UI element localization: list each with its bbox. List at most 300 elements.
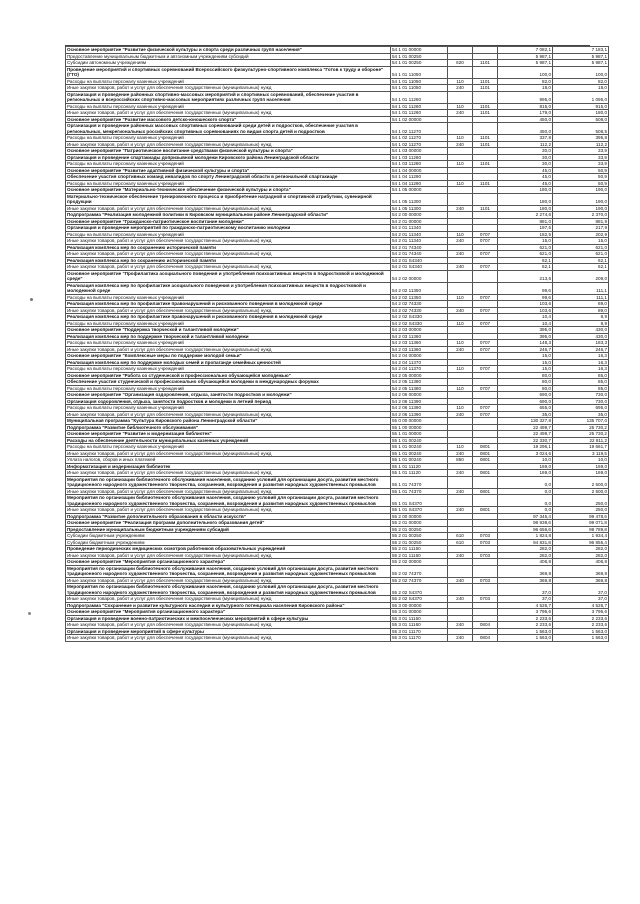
row-name-cell: Иные закупки товаров, работ и услуг для обеспечения государственных (муниципальных) нужд (66, 141, 391, 148)
row-code-cell: 54 1 02 00000 (391, 116, 448, 123)
row-code-cell: 55 2 01 00250 (391, 539, 448, 546)
row-amount-year1-cell: 30,0 (498, 154, 553, 161)
row-amount-year2-cell: 3 119,5 (553, 450, 609, 457)
row-code-cell: 55 2 02 S4370 (391, 596, 448, 603)
row-section-cell: 0703 (473, 533, 498, 540)
row-amount-year1-cell: 99,6 (498, 282, 553, 294)
row-code-cell: 55 2 02 74370 (391, 577, 448, 584)
row-amount-year1-cell: 96 656,6 (498, 526, 553, 533)
row-section-cell: 0703 (473, 596, 498, 603)
row-name-cell: Реализация комплекса мер по сохранению исторической памяти (66, 257, 391, 264)
row-code-cell: 54 2 06 11390 (391, 398, 448, 405)
row-amount-year2-cell: 85,0 (553, 379, 609, 386)
row-name-cell: Иные закупки товаров, работ и услуг для обеспечения государственных (муниципальных) нужд (66, 264, 391, 271)
row-code-cell: 54 2 02 11350 (391, 282, 448, 294)
row-amount-year2-cell: 62,1 (553, 257, 609, 264)
row-amount-year2-cell: 621,0 (553, 244, 609, 251)
row-name-cell: Предоставление муниципальным бюджетным и автономным учреждениям субсидий (66, 53, 391, 60)
row-section-cell: 1101 (473, 78, 498, 85)
row-section-cell: 0707 (473, 294, 498, 301)
row-amount-year2-cell: 111,1 (553, 282, 609, 294)
row-amount-year2-cell: 1 563,0 (553, 628, 609, 635)
row-code-cell: 54 1 01 11050 (391, 85, 448, 92)
row-amount-year2-cell: 190,0 (553, 187, 609, 194)
row-amount-year1-cell: 15,0 (498, 238, 553, 245)
row-code-cell: 55 3 01 00000 (391, 609, 448, 616)
row-expense-type-cell (448, 565, 473, 577)
row-amount-year1-cell: 0,0 (498, 476, 553, 488)
row-code-cell: 55 1 01 00240 (391, 457, 448, 464)
row-section-cell: 0707 (473, 307, 498, 314)
row-code-cell: 54 2 01 S4340 (391, 257, 448, 264)
table-row (66, 476, 609, 488)
row-expense-type-cell: 110 (448, 180, 473, 187)
row-amount-year1-cell: 112,2 (498, 141, 553, 148)
row-code-cell: 55 1 01 00240 (391, 437, 448, 444)
row-amount-year1-cell: 80,0 (498, 379, 553, 386)
row-code-cell: 55 3 01 11160 (391, 622, 448, 629)
row-name-cell: Иные закупки товаров, работ и услуг для обеспечения государственных (муниципальных) нужд (66, 507, 391, 514)
row-expense-type-cell (448, 584, 473, 596)
row-amount-year2-cell: 82,0 (553, 78, 609, 85)
row-name-cell: Реализация комплекса мер по поддержке творческой и талантливой молодежи (66, 333, 391, 340)
row-name-cell: Расходы на обеспечение деятельности муниципальных казенных учреждений (66, 437, 391, 444)
row-expense-type-cell: 110 (448, 161, 473, 168)
row-name-cell: Иные закупки товаров, работ и услуг для обеспечения государственных (муниципальных) нужд (66, 251, 391, 258)
row-amount-year1-cell: 35,0 (498, 411, 553, 418)
row-amount-year2-cell: 5 987,1 (553, 53, 609, 60)
row-amount-year1-cell: 2 274,6 (498, 212, 553, 219)
row-amount-year1-cell: 2 233,6 (498, 622, 553, 629)
row-amount-year2-cell: 111,1 (553, 294, 609, 301)
row-amount-year1-cell: 213,6 (498, 270, 553, 282)
row-name-cell: Иные закупки товаров, работ и услуг для обеспечения государственных (муниципальных) нужд (66, 411, 391, 418)
row-section-cell (473, 495, 498, 507)
row-code-cell: 54 2 04 11370 (391, 359, 448, 366)
row-amount-year1-cell: 15,0 (498, 353, 553, 360)
row-section-cell: 0707 (473, 340, 498, 347)
row-amount-year1-cell: 103,6 (498, 307, 553, 314)
row-amount-year1-cell: 0,0 (498, 488, 553, 495)
row-code-cell: 54 1 01 11050 (391, 66, 448, 78)
row-section-cell: 0707 (473, 346, 498, 353)
row-amount-year2-cell: 1 934,4 (553, 533, 609, 540)
row-expense-type-cell: 240 (448, 507, 473, 514)
row-amount-year1-cell: 179,0 (498, 110, 553, 117)
row-expense-type-cell: 240 (448, 141, 473, 148)
row-section-cell (473, 282, 498, 294)
row-code-cell: 54 2 01 11340 (391, 231, 448, 238)
row-code-cell: 55 2 01 00000 (391, 520, 448, 527)
row-amount-year2-cell: 246,7 (553, 346, 609, 353)
row-amount-year2-cell: 8,9 (553, 314, 609, 321)
row-amount-year1-cell: 22 330,7 (498, 437, 553, 444)
row-name-cell: Организация и проведение мероприятий в сфере культуры (66, 628, 391, 635)
row-section-cell: 1101 (473, 161, 498, 168)
row-section-cell: 0707 (473, 411, 498, 418)
row-name-cell: Организация и проведение районных спортивно-массовых мероприятий и спортивных соревнований, обеспечение участия в региональных и всероссийских спортивно-массовых мероприятиях различных групп населения (66, 91, 391, 103)
row-name-cell: Основное мероприятие "Патриотическое воспитание средствами физической культуры и спорта" (66, 148, 391, 155)
row-amount-year2-cell: 190,0 (553, 205, 609, 212)
row-name-cell: Реализация комплекса мер по поддержке молодых семей и пропаганде семейных ценностей (66, 359, 391, 366)
row-code-cell: 55 1 00 00000 (391, 424, 448, 431)
row-amount-year1-cell: 94 831,8 (498, 539, 553, 546)
row-amount-year2-cell: 96 855,4 (553, 539, 609, 546)
row-name-cell: Основное мероприятие "Развитие физической культуры и спорта среди различных групп населения" (66, 47, 391, 54)
row-name-cell: Субсидии бюджетным учреждениям (66, 533, 391, 540)
row-amount-year2-cell: 22 811,2 (553, 437, 609, 444)
row-code-cell: 54 1 02 11270 (391, 141, 448, 148)
row-amount-year2-cell: 730,0 (553, 392, 609, 399)
row-amount-year1-cell: 15,0 (498, 359, 553, 366)
row-amount-year2-cell: 395,8 (553, 135, 609, 142)
row-code-cell: 55 2 02 00000 (391, 559, 448, 566)
row-amount-year1-cell: 0,0 (498, 507, 553, 514)
row-amount-year2-cell: 16,3 (553, 366, 609, 373)
row-code-cell: 55 1 01 S4370 (391, 495, 448, 507)
row-code-cell: 54 2 03 11360 (391, 346, 448, 353)
row-section-cell: 0707 (473, 231, 498, 238)
row-code-cell: 54 1 01 11260 (391, 103, 448, 110)
row-name-cell: Основное мероприятие "Гражданско-патриотическое воспитание молодежи" (66, 218, 391, 225)
row-amount-year2-cell: 250,0 (553, 507, 609, 514)
row-amount-year2-cell: 16,3 (553, 353, 609, 360)
row-name-cell: Предоставление муниципальным бюджетным учреждениям субсидий (66, 526, 391, 533)
row-code-cell: 55 2 00 00000 (391, 513, 448, 520)
row-amount-year2-cell: 19 661,7 (553, 444, 609, 451)
row-expense-type-cell: 240 (448, 577, 473, 584)
row-amount-year1-cell: 30,0 (498, 148, 553, 155)
row-code-cell: 55 3 01 11170 (391, 628, 448, 635)
row-code-cell: 55 2 01 00250 (391, 526, 448, 533)
row-expense-type-cell: 110 (448, 294, 473, 301)
row-code-cell: 55 2 01 00250 (391, 533, 448, 540)
row-expense-type-cell: 110 (448, 231, 473, 238)
row-amount-year2-cell: 250,0 (553, 495, 609, 507)
row-section-cell (473, 584, 498, 596)
row-section-cell: 1101 (473, 110, 498, 117)
row-name-cell: Организация и проведение спартакиады допризывной молодежи Кировского района Ленинградской области (66, 154, 391, 161)
row-expense-type-cell: 240 (448, 307, 473, 314)
row-name-cell: Расходы на выплаты персоналу казенных учреждений (66, 366, 391, 373)
row-code-cell: 54 1 01 00250 (391, 53, 448, 60)
row-expense-type-cell: 110 (448, 366, 473, 373)
row-code-cell: 54 1 03 00000 (391, 148, 448, 155)
table-row (66, 282, 609, 294)
row-code-cell: 54 2 06 00000 (391, 392, 448, 399)
row-name-cell: Иные закупки товаров, работ и услуг для обеспечения государственных (муниципальных) нужд (66, 238, 391, 245)
row-expense-type-cell: 110 (448, 385, 473, 392)
budget-table-body (66, 47, 609, 642)
row-amount-year2-cell: 37,0 (553, 584, 609, 596)
row-code-cell: 54 1 04 11290 (391, 180, 448, 187)
row-code-cell: 54 2 04 11370 (391, 366, 448, 373)
row-amount-year1-cell: 82,0 (498, 78, 553, 85)
row-expense-type-cell: 240 (448, 85, 473, 92)
row-section-cell: 0703 (473, 577, 498, 584)
row-amount-year1-cell: 19 296,1 (498, 444, 553, 451)
row-name-cell: Основное мероприятие "Поддержка творческой и талантливой молодежи" (66, 327, 391, 334)
row-name-cell: Расходы на выплаты персоналу казенных учреждений (66, 405, 391, 412)
row-amount-year1-cell: 246,7 (498, 346, 553, 353)
row-amount-year2-cell: 25 730,2 (553, 431, 609, 438)
row-amount-year2-cell: 2 233,6 (553, 622, 609, 629)
row-name-cell: Основное мероприятие "Развитие массового детско-юношеского спорта" (66, 116, 391, 123)
row-name-cell: Субсидии бюджетным учреждениям (66, 539, 391, 546)
row-name-cell: Мероприятия по организации библиотечного обслуживания населения, созданию условий для организации досуга, развития местного традиционного народного художественного творчества, сохранения, возрождения и развития народных художественных промыслов (66, 476, 391, 488)
row-code-cell: 54 2 01 00000 (391, 218, 448, 225)
table-row (66, 91, 609, 103)
row-amount-year1-cell: 103,6 (498, 301, 553, 308)
row-name-cell: Организация оздоровления, отдыха, занятости подростков и молодежи в летний период (66, 398, 391, 405)
row-expense-type-cell (448, 270, 473, 282)
row-name-cell: Иные закупки товаров, работ и услуг для обеспечения государственных (муниципальных) нужд (66, 110, 391, 117)
row-name-cell: Иные закупки товаров, работ и услуг для обеспечения государственных (муниципальных) нужд (66, 622, 391, 629)
table-row (66, 584, 609, 596)
row-code-cell: 55 3 01 11170 (391, 635, 448, 642)
row-code-cell: 54 2 02 11350 (391, 294, 448, 301)
row-name-cell: Иные закупки товаров, работ и услуг для обеспечения государственных (муниципальных) нужд (66, 205, 391, 212)
row-amount-year2-cell: 209,0 (553, 270, 609, 282)
row-code-cell: 54 1 05 00000 (391, 187, 448, 194)
row-name-cell: Реализация комплекса мер по профилактике асоциального поведения и употребления психоактивных веществ в подростковой и молодежной среде (66, 282, 391, 294)
row-code-cell: 54 2 02 74330 (391, 301, 448, 308)
row-name-cell: Подпрограмма "Развитие библиотечного обслуживания" (66, 424, 391, 431)
row-name-cell: Расходы на выплаты персоналу казенных учреждений (66, 385, 391, 392)
row-amount-year2-cell: 16,3 (553, 359, 609, 366)
row-expense-type-cell: 110 (448, 320, 473, 327)
row-code-cell: 55 1 01 S4370 (391, 507, 448, 514)
row-code-cell: 55 2 01 11160 (391, 552, 448, 559)
row-amount-year1-cell: 22 499,7 (498, 431, 553, 438)
row-amount-year2-cell: 430,0 (553, 327, 609, 334)
row-name-cell: Организация и проведение районных массовых спортивных соревнований среди детей и подростков, обеспечение участия в региональных, межрегиональных российских спортивных соревнованиях по видам спорта детей и подростков (66, 123, 391, 135)
row-code-cell: 54 2 01 74340 (391, 244, 448, 251)
row-code-cell: 54 1 01 00250 (391, 60, 448, 67)
row-expense-type-cell (448, 193, 473, 205)
row-amount-year1-cell: 5 987,1 (498, 60, 553, 67)
row-code-cell: 54 1 05 11300 (391, 193, 448, 205)
row-amount-year1-cell: 4 526,7 (498, 602, 553, 609)
row-name-cell: Основное мероприятие "Комплексные меры по поддержке молодой семьи" (66, 353, 391, 360)
row-amount-year2-cell: 99 478,6 (553, 513, 609, 520)
row-amount-year2-cell: 50,9 (553, 180, 609, 187)
row-amount-year2-cell: 85,0 (553, 385, 609, 392)
row-section-cell (473, 270, 498, 282)
row-name-cell: Основное мероприятие "Развитие и модернизация библиотек" (66, 431, 391, 438)
row-amount-year2-cell: 100,0 (553, 66, 609, 78)
row-section-cell: 0801 (473, 488, 498, 495)
document-page (65, 36, 607, 642)
row-code-cell: 55 2 02 74370 (391, 565, 448, 577)
row-expense-type-cell: 110 (448, 444, 473, 451)
row-amount-year2-cell: 881,9 (553, 218, 609, 225)
row-amount-year1-cell: 450,0 (498, 116, 553, 123)
row-amount-year1-cell: 7 082,1 (498, 47, 553, 54)
row-section-cell: 0703 (473, 539, 498, 546)
row-name-cell: Организация и проведение военно-патриотических и межпоселенческих мероприятий в сфере культуры (66, 615, 391, 622)
row-code-cell: 54 2 04 00000 (391, 353, 448, 360)
row-name-cell: Основное мероприятие "Материально-техническое обеспечение физической культуры и спорта" (66, 187, 391, 194)
row-amount-year1-cell: 180,0 (498, 193, 553, 205)
row-name-cell: Основное мероприятие "Профилактика асоциального поведения и употребления психоактивных веществ в подростковой и молодежной среде" (66, 270, 391, 282)
row-name-cell: Иные закупки товаров, работ и услуг для обеспечения государственных (муниципальных) нужд (66, 470, 391, 477)
budget-table (65, 46, 609, 642)
row-expense-type-cell: 110 (448, 78, 473, 85)
table-row (66, 565, 609, 577)
row-name-cell: Реализация комплекса мер по профилактике правонарушений и рискованного поведения в молодежной среде (66, 301, 391, 308)
row-section-cell (473, 193, 498, 205)
row-amount-year2-cell: 915,0 (553, 103, 609, 110)
row-section-cell: 1101 (473, 205, 498, 212)
row-section-cell: 0801 (473, 507, 498, 514)
row-amount-year1-cell: 5 987,1 (498, 53, 553, 60)
row-amount-year2-cell: 62,1 (553, 264, 609, 271)
row-name-cell: Расходы на выплаты персоналу казенных учреждений (66, 320, 391, 327)
row-name-cell: Организация и проведение мероприятий по гражданско-патриотическому воспитанию молодежи (66, 225, 391, 232)
row-expense-type-cell: 240 (448, 346, 473, 353)
row-amount-year2-cell: 5 987,1 (553, 60, 609, 67)
row-amount-year1-cell: 37,0 (498, 584, 553, 596)
row-code-cell: 54 2 03 11360 (391, 333, 448, 340)
row-amount-year1-cell: 881,0 (498, 218, 553, 225)
row-amount-year1-cell: 690,0 (498, 392, 553, 399)
row-amount-year2-cell: 508,5 (553, 123, 609, 135)
row-amount-year2-cell: 2 233,6 (553, 615, 609, 622)
row-amount-year2-cell: 89,0 (553, 301, 609, 308)
row-section-cell: 0707 (473, 366, 498, 373)
row-code-cell: 54 1 04 00000 (391, 167, 448, 174)
row-code-cell: 55 1 01 74370 (391, 488, 448, 495)
row-section-cell: 0801 (473, 470, 498, 477)
row-section-cell: 0804 (473, 635, 498, 642)
row-code-cell: 55 0 00 00000 (391, 418, 448, 425)
row-expense-type-cell (448, 476, 473, 488)
row-amount-year1-cell: 621,0 (498, 251, 553, 258)
row-expense-type-cell (448, 66, 473, 78)
row-code-cell: 54 2 03 11360 (391, 340, 448, 347)
row-amount-year1-cell: 337,8 (498, 135, 553, 142)
row-code-cell: 54 2 05 00000 (391, 372, 448, 379)
row-expense-type-cell: 110 (448, 340, 473, 347)
row-section-cell: 0804 (473, 622, 498, 629)
row-amount-year2-cell: 33,9 (553, 154, 609, 161)
row-section-cell (473, 91, 498, 103)
table-row (66, 123, 609, 135)
row-section-cell (473, 565, 498, 577)
row-expense-type-cell: 610 (448, 539, 473, 546)
row-amount-year2-cell: 190,0 (553, 193, 609, 205)
row-name-cell: Подпрограмма "Сохранение и развитие культурного наследия и культурного потенциала населения Кировского района" (66, 602, 391, 609)
row-code-cell: 54 2 00 00000 (391, 212, 448, 219)
row-expense-type-cell: 240 (448, 635, 473, 642)
row-amount-year2-cell: 135 707,0 (553, 418, 609, 425)
row-amount-year1-cell: 282,0 (498, 552, 553, 559)
row-code-cell: 54 2 01 S4340 (391, 264, 448, 271)
row-expense-type-cell: 110 (448, 103, 473, 110)
row-amount-year2-cell: 621,0 (553, 251, 609, 258)
row-expense-type-cell: 240 (448, 251, 473, 258)
row-amount-year1-cell: 369,8 (498, 577, 553, 584)
row-code-cell: 55 1 01 00240 (391, 444, 448, 451)
row-name-cell: Расходы на выплаты персоналу казенных учреждений (66, 135, 391, 142)
row-name-cell: Проведение мероприятий и спортивных соревнований Всероссийского физкультурно-спортивного комплекса "Готов к труду и обороне" (ГТО) (66, 66, 391, 78)
row-amount-year2-cell: 25 730,2 (553, 424, 609, 431)
row-amount-year1-cell: 15,0 (498, 366, 553, 373)
row-section-cell: 0703 (473, 552, 498, 559)
row-amount-year1-cell: 369,8 (498, 565, 553, 577)
row-amount-year2-cell: 50,9 (553, 167, 609, 174)
row-name-cell: Расходы на выплаты персоналу казенных учреждений (66, 340, 391, 347)
row-expense-type-cell (448, 282, 473, 294)
row-name-cell: Субсидии автономным учреждениям (66, 60, 391, 67)
row-expense-type-cell (448, 91, 473, 103)
row-amount-year2-cell: 180,0 (553, 110, 609, 117)
row-amount-year1-cell: 22 499,7 (498, 424, 553, 431)
row-name-cell: Иные закупки товаров, работ и услуг для обеспечения государственных (муниципальных) нужд (66, 488, 391, 495)
row-amount-year2-cell: 695,0 (553, 405, 609, 412)
row-amount-year1-cell: 182,5 (498, 231, 553, 238)
row-expense-type-cell: 110 (448, 405, 473, 412)
row-name-cell: Подпрограмма "Развитие дополнительного образования в области искусств" (66, 513, 391, 520)
row-amount-year2-cell: 183,3 (553, 340, 609, 347)
row-section-cell: 1101 (473, 180, 498, 187)
row-code-cell: 55 2 02 S4370 (391, 584, 448, 596)
row-amount-year1-cell: 2 233,6 (498, 615, 553, 622)
row-code-cell: 54 1 05 11300 (391, 205, 448, 212)
row-amount-year2-cell: 98 789,8 (553, 526, 609, 533)
row-amount-year1-cell: 97 345,4 (498, 513, 553, 520)
row-amount-year2-cell: 508,0 (553, 116, 609, 123)
row-code-cell: 55 1 01 00240 (391, 450, 448, 457)
row-section-cell: 1101 (473, 85, 498, 92)
row-amount-year1-cell: 80,0 (498, 385, 553, 392)
row-amount-year1-cell: 10,4 (498, 320, 553, 327)
row-code-cell: 54 2 03 00000 (391, 327, 448, 334)
row-code-cell: 54 2 02 S4330 (391, 320, 448, 327)
row-amount-year2-cell: 369,8 (553, 577, 609, 584)
row-amount-year1-cell: 169,0 (498, 463, 553, 470)
row-name-cell: Иные закупки товаров, работ и услуг для обеспечения государственных (муниципальных) нужд (66, 85, 391, 92)
row-code-cell: 54 1 03 11280 (391, 154, 448, 161)
row-expense-type-cell: 240 (448, 552, 473, 559)
row-amount-year1-cell: 130 327,8 (498, 418, 553, 425)
row-name-cell: Уплата налогов, сборов и иных платежей (66, 457, 391, 464)
row-code-cell: 54 1 03 11280 (391, 161, 448, 168)
row-code-cell: 54 1 04 11290 (391, 174, 448, 181)
row-amount-year2-cell: 2 500,0 (553, 488, 609, 495)
row-amount-year1-cell: 406,8 (498, 559, 553, 566)
row-amount-year2-cell: 8,9 (553, 320, 609, 327)
row-code-cell: 54 1 01 00000 (391, 47, 448, 54)
row-name-cell: Обеспечение участия спортивных команд инвалидов по спорту Ленинградской области в региональной спартакиаде (66, 174, 391, 181)
table-row (66, 193, 609, 205)
row-expense-type-cell: 240 (448, 205, 473, 212)
row-expense-type-cell: 240 (448, 470, 473, 477)
row-amount-year2-cell: 89,0 (553, 307, 609, 314)
row-name-cell: Основное мероприятие "Организация оздоровления, отдыха, занятости подростков и молодежи" (66, 392, 391, 399)
row-amount-year2-cell: 99 071,8 (553, 520, 609, 527)
row-amount-year1-cell: 100,0 (498, 66, 553, 78)
row-amount-year2-cell: 18,0 (553, 85, 609, 92)
row-name-cell: Информатизация и модернизация библиотек (66, 463, 391, 470)
row-section-cell (473, 123, 498, 135)
row-amount-year2-cell: 1 563,0 (553, 635, 609, 642)
row-name-cell: Подпрограмма "Реализация молодежной политики в Кировском муниципальном районе Ленинградской области" (66, 212, 391, 219)
row-name-cell: Проведение периодических медицинских осмотров работников образовательных учреждений (66, 546, 391, 553)
row-code-cell: 55 1 01 00000 (391, 431, 448, 438)
row-amount-year1-cell: 148,3 (498, 340, 553, 347)
